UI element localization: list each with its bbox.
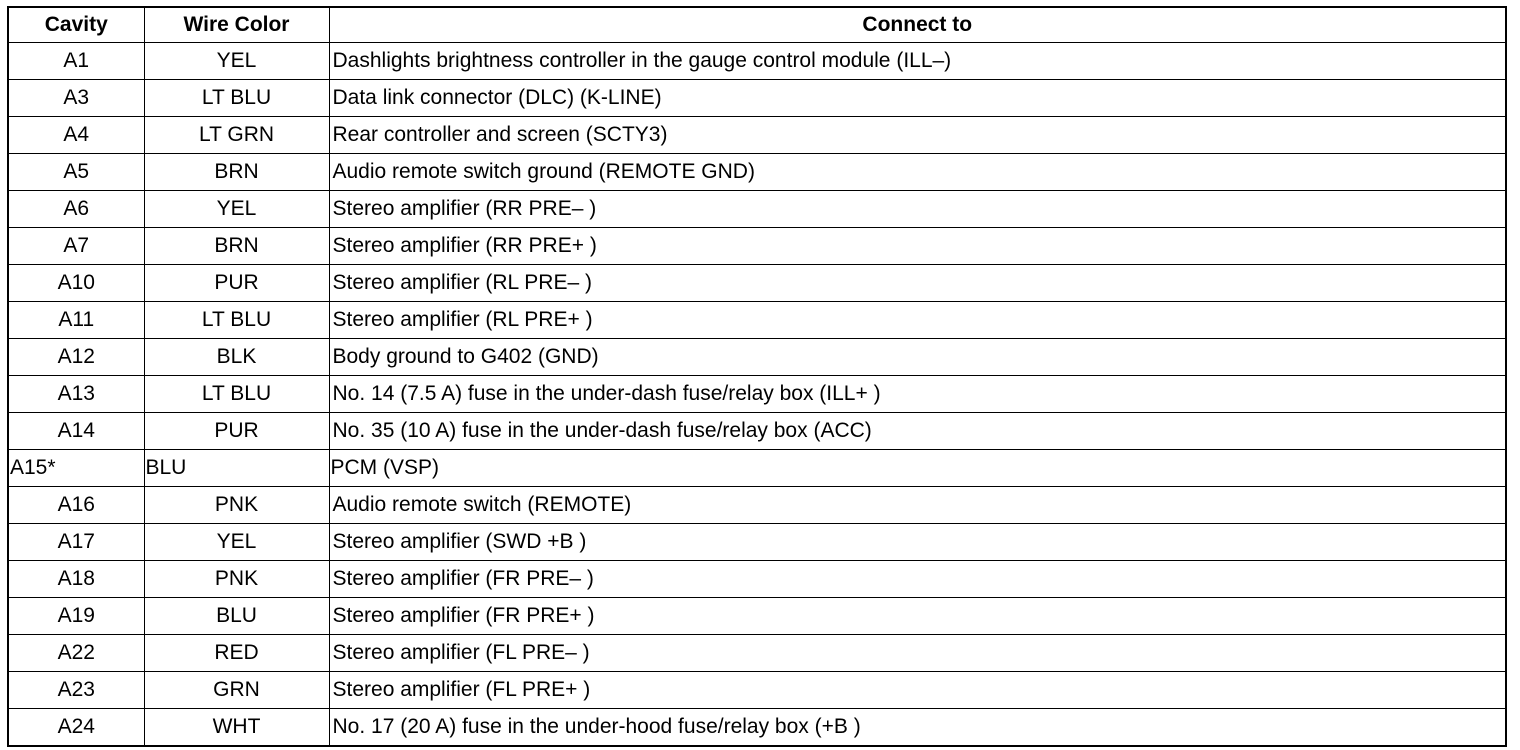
- connect-to-cell: Stereo amplifier (RL PRE+ ): [329, 302, 1506, 339]
- cavity-cell: A7: [8, 228, 144, 265]
- wire-color-cell: LT BLU: [144, 80, 329, 117]
- table-row: [8, 487, 1506, 524]
- wire-color-cell: LT BLU: [144, 376, 329, 413]
- table-row: [8, 265, 1506, 302]
- cavity-cell: A15*: [8, 450, 144, 487]
- cavity-cell: A1: [8, 43, 144, 80]
- wire-color-cell: BLK: [144, 339, 329, 376]
- table-row: [8, 672, 1506, 709]
- table-row: [8, 561, 1506, 598]
- header-row: [8, 7, 1506, 43]
- header-wire-color: Wire Color: [144, 7, 329, 43]
- connect-to-cell: Stereo amplifier (FR PRE– ): [329, 561, 1506, 598]
- header-connect-to: Connect to: [329, 7, 1506, 43]
- wire-color-cell: GRN: [144, 672, 329, 709]
- connect-to-cell: Data link connector (DLC) (K-LINE): [329, 80, 1506, 117]
- table-row: [8, 376, 1506, 413]
- table-row: [8, 598, 1506, 635]
- cavity-cell: A10: [8, 265, 144, 302]
- wire-color-cell: RED: [144, 635, 329, 672]
- cavity-cell: A3: [8, 80, 144, 117]
- wire-color-cell: PUR: [144, 265, 329, 302]
- wire-color-cell: BLU: [144, 450, 329, 487]
- table-row: [8, 302, 1506, 339]
- cavity-cell: A14: [8, 413, 144, 450]
- wire-color-cell: YEL: [144, 191, 329, 228]
- connect-to-cell: Stereo amplifier (FR PRE+ ): [329, 598, 1506, 635]
- connect-to-cell: No. 35 (10 A) fuse in the under-dash fuse/relay box (ACC): [329, 413, 1506, 450]
- cavity-cell: A6: [8, 191, 144, 228]
- table-row: [8, 80, 1506, 117]
- cavity-cell: A13: [8, 376, 144, 413]
- wire-color-cell: PNK: [144, 561, 329, 598]
- table-row: [8, 450, 1506, 487]
- table-row: [8, 635, 1506, 672]
- connect-to-cell: PCM (VSP): [329, 450, 1506, 487]
- wire-color-cell: WHT: [144, 709, 329, 747]
- connect-to-cell: Stereo amplifier (SWD +B ): [329, 524, 1506, 561]
- cavity-cell: A19: [8, 598, 144, 635]
- connect-to-cell: Stereo amplifier (FL PRE+ ): [329, 672, 1506, 709]
- wire-color-cell: LT BLU: [144, 302, 329, 339]
- connect-to-cell: Stereo amplifier (FL PRE– ): [329, 635, 1506, 672]
- table-row: [8, 191, 1506, 228]
- table-row: [8, 524, 1506, 561]
- wire-color-cell: PUR: [144, 413, 329, 450]
- table-row: [8, 413, 1506, 450]
- connect-to-cell: Rear controller and screen (SCTY3): [329, 117, 1506, 154]
- connect-to-cell: No. 17 (20 A) fuse in the under-hood fuse/relay box (+B ): [329, 709, 1506, 747]
- table-row: [8, 709, 1506, 747]
- cavity-cell: A16: [8, 487, 144, 524]
- wire-color-cell: PNK: [144, 487, 329, 524]
- connect-to-cell: Body ground to G402 (GND): [329, 339, 1506, 376]
- wire-color-cell: YEL: [144, 43, 329, 80]
- cavity-cell: A12: [8, 339, 144, 376]
- wire-color-cell: BRN: [144, 154, 329, 191]
- table-row: [8, 117, 1506, 154]
- cavity-cell: A18: [8, 561, 144, 598]
- cavity-cell: A23: [8, 672, 144, 709]
- connect-to-cell: Audio remote switch ground (REMOTE GND): [329, 154, 1506, 191]
- cavity-cell: A4: [8, 117, 144, 154]
- cavity-cell: A11: [8, 302, 144, 339]
- connect-to-cell: No. 14 (7.5 A) fuse in the under-dash fuse/relay box (ILL+ ): [329, 376, 1506, 413]
- cavity-cell: A24: [8, 709, 144, 747]
- cavity-cell: A22: [8, 635, 144, 672]
- table-row: [8, 154, 1506, 191]
- header-cavity: Cavity: [8, 7, 144, 43]
- wire-color-cell: BLU: [144, 598, 329, 635]
- wire-color-cell: BRN: [144, 228, 329, 265]
- wiring-table: [7, 6, 1507, 747]
- table-row: [8, 228, 1506, 265]
- table-row: [8, 43, 1506, 80]
- wire-color-cell: YEL: [144, 524, 329, 561]
- connect-to-cell: Stereo amplifier (RR PRE– ): [329, 191, 1506, 228]
- table-row: [8, 339, 1506, 376]
- wire-color-cell: LT GRN: [144, 117, 329, 154]
- connect-to-cell: Audio remote switch (REMOTE): [329, 487, 1506, 524]
- connect-to-cell: Dashlights brightness controller in the gauge control module (ILL–): [329, 43, 1506, 80]
- connect-to-cell: Stereo amplifier (RR PRE+ ): [329, 228, 1506, 265]
- cavity-cell: A17: [8, 524, 144, 561]
- connect-to-cell: Stereo amplifier (RL PRE– ): [329, 265, 1506, 302]
- cavity-cell: A5: [8, 154, 144, 191]
